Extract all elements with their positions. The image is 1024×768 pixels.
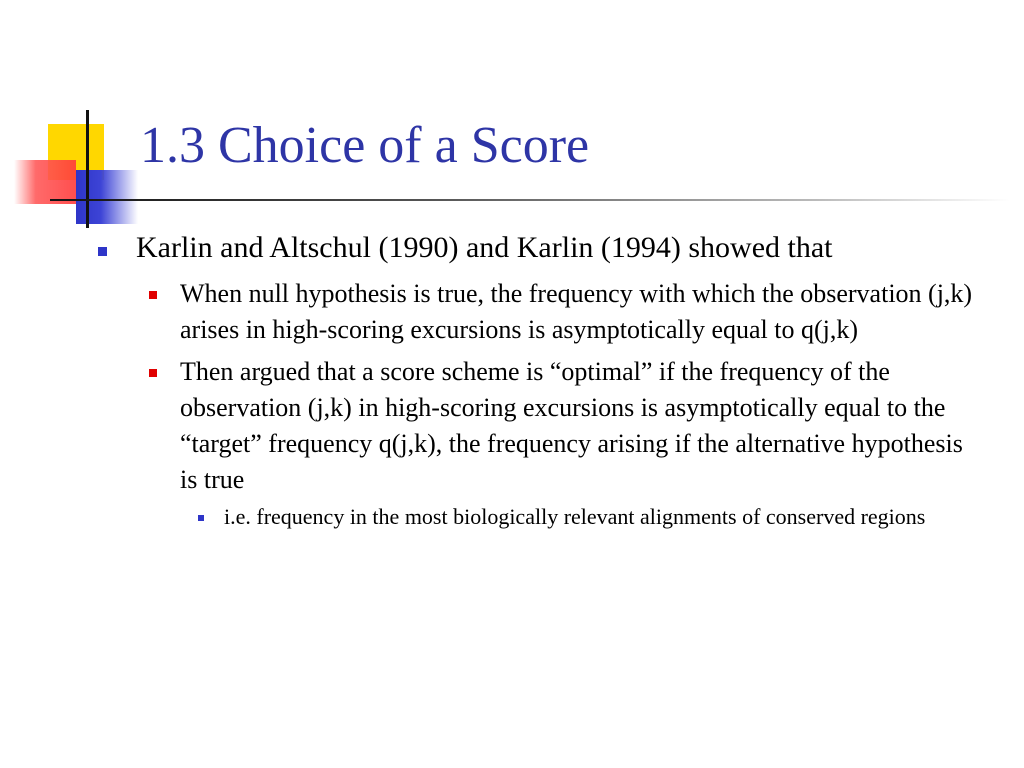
square-bullet-icon [149,369,157,377]
bullet-text: Then argued that a score scheme is “optimal” if the frequency of the observation (j,k) in high-scoring excursions is asymptotically equal to the “target” frequency q(j,k), the frequency arising if the alternative hypothesis is true [180,357,963,494]
decorative-logo-block [0,0,160,240]
square-bullet-icon [149,291,157,299]
vertical-rule [86,110,89,228]
bullet-text: Karlin and Altschul (1990) and Karlin (1994) showed that [136,231,833,264]
bullet-level2 [96,354,976,498]
red-square-decoration [14,160,76,204]
square-bullet-icon [198,515,204,521]
bullet-text: When null hypothesis is true, the frequency with which the observation (j,k) arises in high-scoring excursions is asymptotically equal to q(j,k) [180,279,973,344]
bullet-level2 [96,276,976,348]
slide-title: 1.3 Choice of a Score [140,117,590,174]
title-underline-rule [50,199,1010,201]
bullet-text: i.e. frequency in the most biologically relevant alignments of conserved regions [224,504,926,529]
bullet-level1 [96,230,976,266]
slide-body [96,230,976,532]
square-bullet-icon [98,247,107,256]
bullet-level3 [96,502,976,532]
